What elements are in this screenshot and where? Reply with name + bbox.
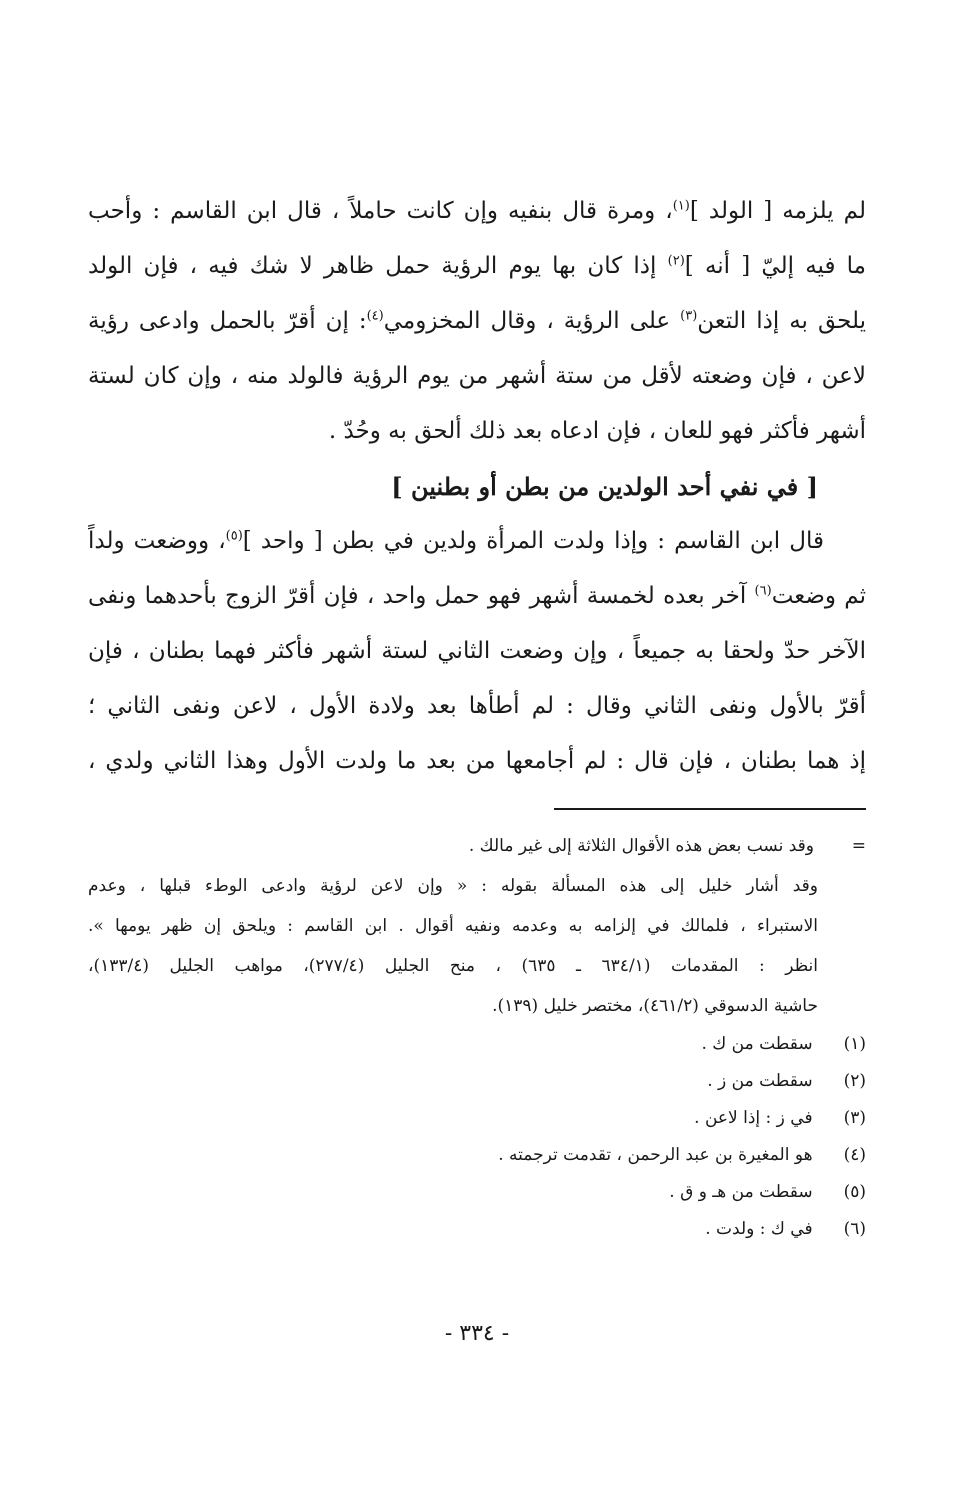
footnote-item xyxy=(88,1137,866,1174)
main-text xyxy=(88,184,866,789)
text-line xyxy=(88,679,866,734)
text-segment: لم يلزمه [ الولد ] xyxy=(689,198,866,224)
text-segment: إذا كان بها يوم الرؤية حمل ظاهر لا شك فيه ، فإن الولد xyxy=(88,253,668,279)
footnote-number: (٣) xyxy=(843,1108,866,1128)
footnote-item xyxy=(88,1063,866,1100)
footnote-continuation-line xyxy=(88,986,866,1026)
footnote-text: سقطت من هـ و ق . xyxy=(669,1182,813,1202)
footnote-text: وقد نسب بعض هذه الأقوال الثلاثة إلى غير مالك . xyxy=(468,836,814,856)
text-segment: آخر بعده لخمسة أشهر فهو حمل واحد ، فإن أقرّ الزوج بأحدهما ونفى xyxy=(88,583,755,609)
text-segment: إذ هما بطنان ، فإن قال : لم أجامعها من بعد ما ولدت الأول وهذا الثاني ولدي ، xyxy=(88,748,866,774)
footnote-ref: (٢) xyxy=(667,253,685,269)
footnote-text: حاشية الدسوقي (٤٦١/٢)، مختصر خليل (١٣٩). xyxy=(492,996,818,1016)
footnote-ref: (٦) xyxy=(754,583,772,599)
book-page xyxy=(88,0,866,1494)
footnote-text: انظر : المقدمات (٦٣٤/١ ـ ٦٣٥) ، منح الجليل (٢٧٧/٤)، مواهب الجليل (١٣٣/٤)، xyxy=(88,956,818,976)
footnote-text: في ك : ولدت . xyxy=(705,1219,813,1239)
text-segment: الآخر حدّ ولحقا به جميعاً ، وإن وضعت الثاني لستة أشهر فأكثر فهما بطنان ، فإن xyxy=(88,638,866,664)
footnote-item xyxy=(88,1174,866,1211)
text-segment: يلحق به إذا التعن xyxy=(697,308,866,334)
text-line xyxy=(88,349,866,404)
text-line xyxy=(88,734,866,789)
text-line xyxy=(88,239,866,294)
text-segment: لاعن ، فإن وضعته لأقل من ستة أشهر من يوم الرؤية فالولد منه ، وإن كان لستة xyxy=(88,363,866,389)
text-segment: قال ابن القاسم : وإذا ولدت المرأة ولدين في بطن [ واحد ] xyxy=(242,528,824,554)
footnote-item xyxy=(88,1026,866,1063)
text-line xyxy=(88,184,866,239)
footnote-text: وقد أشار خليل إلى هذه المسألة بقوله : « وإن لاعن لرؤية وادعى الوطء قبلها ، وعدم xyxy=(88,876,818,896)
footnote-number: (١) xyxy=(843,1034,866,1054)
footnote-text: في ز : إذا لاعن . xyxy=(694,1108,813,1128)
text-segment: : إن أقرّ بالحمل وادعى رؤية xyxy=(88,308,367,334)
text-segment: أشهر فأكثر فهو للعان ، فإن ادعاه بعد ذلك ألحق به وحُدّ . xyxy=(328,418,866,444)
footnote-ref: (٣) xyxy=(680,308,698,324)
text-line xyxy=(88,404,866,459)
footnote-continuation-line xyxy=(88,946,866,986)
footnote-text: سقطت من ك . xyxy=(701,1034,813,1054)
continuation-mark: = xyxy=(851,836,866,856)
section-heading: [ في نفي أحد الولدين من بطن أو بطنين ] xyxy=(391,472,818,501)
text-segment: ما فيه إليّ [ أنه ] xyxy=(684,253,866,279)
footnote-continuation-first xyxy=(88,826,866,866)
footnote-ref: (٥) xyxy=(225,528,243,544)
footnote-ref: (٤) xyxy=(366,308,384,324)
footnote-number: (٤) xyxy=(843,1145,866,1165)
footnote-text: سقطت من ز . xyxy=(707,1071,813,1091)
text-line xyxy=(88,569,866,624)
footnote-number: (٦) xyxy=(843,1219,866,1239)
page-number: - ٣٣٤ - xyxy=(444,1321,510,1346)
footnote-continuation-line xyxy=(88,866,866,906)
footnote-separator xyxy=(554,808,866,810)
text-line xyxy=(88,294,866,349)
text-line xyxy=(88,514,866,569)
text-segment: ثم وضعت xyxy=(771,583,866,609)
footnote-text: الاستبراء ، فلمالك في إلزامه به وعدمه ونفيه أقوال . ابن القاسم : ويلحق إن ظهر يومها ». xyxy=(88,916,818,936)
text-segment: ، ووضعت ولداً xyxy=(88,528,226,554)
footnote-number: (٢) xyxy=(843,1071,866,1091)
text-segment: أقرّ بالأول ونفى الثاني وقال : لم أطأها بعد ولادة الأول ، لاعن ونفى الثاني ؛ xyxy=(88,693,866,719)
text-segment: على الرؤية ، وقال المخزومي xyxy=(383,308,681,334)
footnote-continuation-line xyxy=(88,906,866,946)
footnotes xyxy=(88,826,866,1248)
footnote-text: هو المغيرة بن عبد الرحمن ، تقدمت ترجمته . xyxy=(498,1145,813,1165)
text-segment: ، ومرة قال بنفيه وإن كانت حاملاً ، قال ابن القاسم : وأحب xyxy=(88,198,673,224)
footnote-item xyxy=(88,1211,866,1248)
footnote-item xyxy=(88,1100,866,1137)
footnote-number: (٥) xyxy=(843,1182,866,1202)
footnote-ref: (١) xyxy=(672,198,690,214)
text-line xyxy=(88,624,866,679)
